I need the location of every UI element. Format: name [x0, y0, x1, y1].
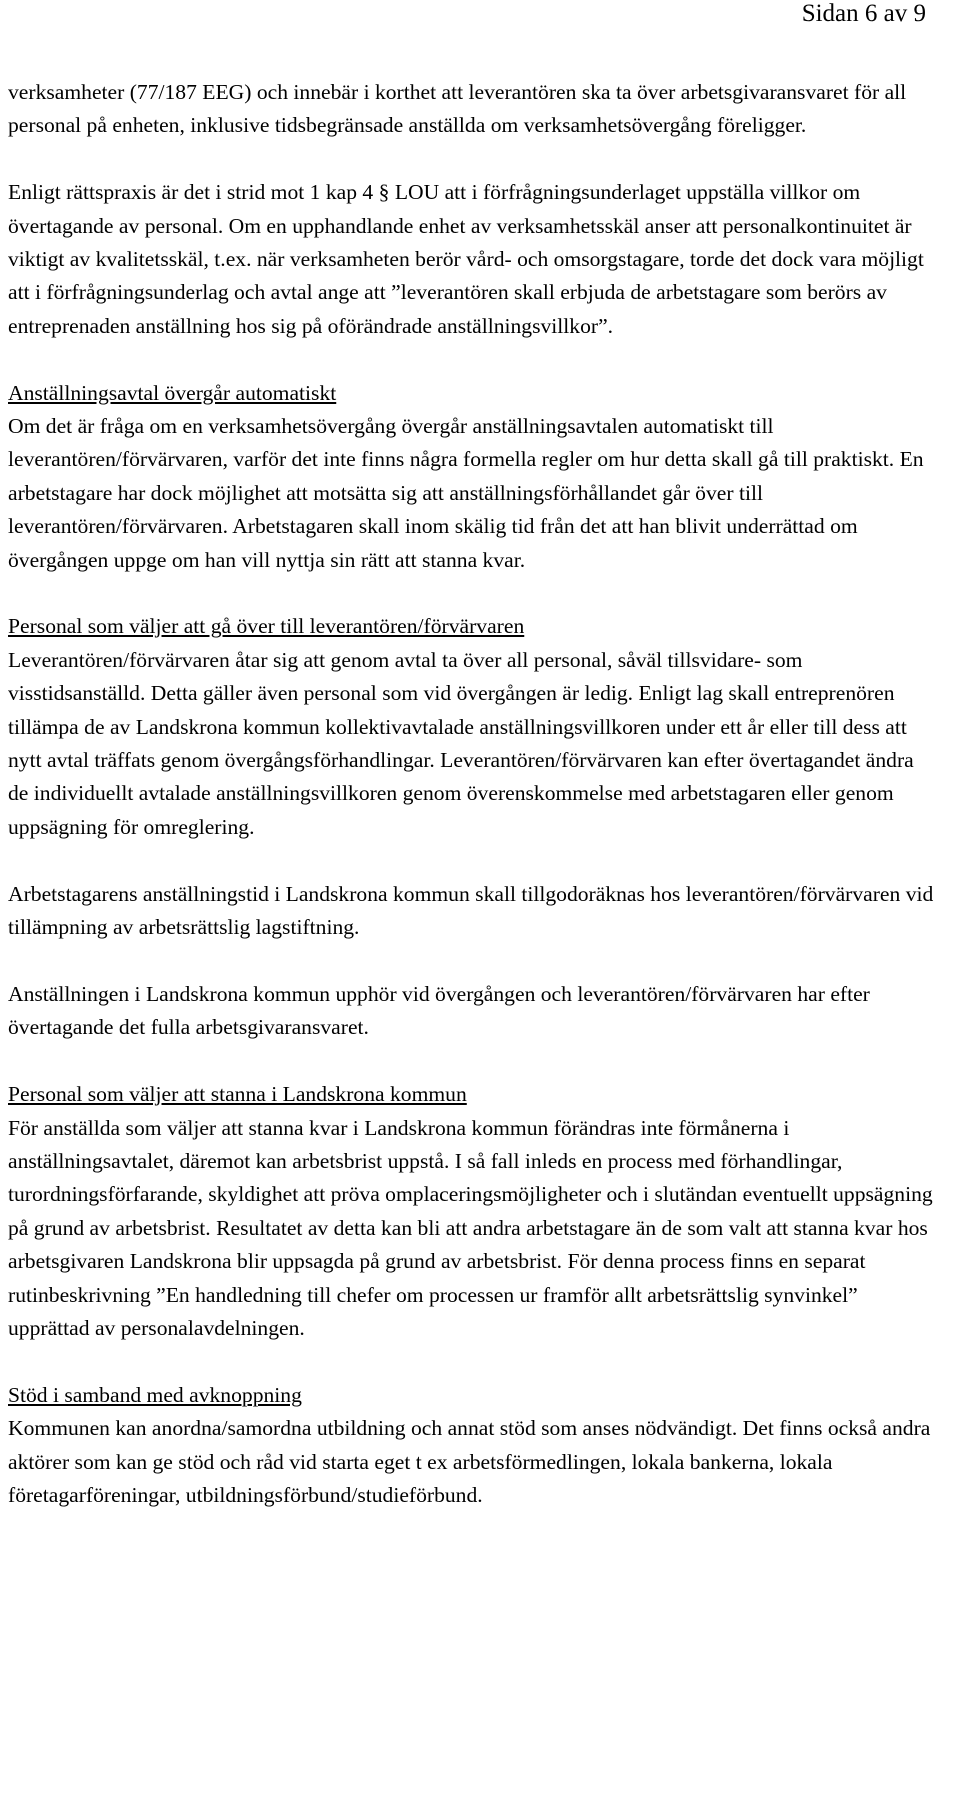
- paragraph: Om det är fråga om en verksamhetsövergång övergår anställningsavtalen automatiskt till leverantören/förvärvaren, varför det inte finns några formella regler om hur detta skall gå till praktiskt. En arbetstagare har dock möjlighet att motsätta sig att anställningsförhållandet går över till leverantören/förvärvaren. Arbetstagaren skall inom skälig tid från det att han blivit underrättad om övergången uppge om han vill nyttja sin rätt att stanna kvar.: [8, 414, 924, 572]
- paragraph-gap: [8, 844, 938, 877]
- paragraph: För anställda som väljer att stanna kvar i Landskrona kommun förändras inte förmånerna i anställningsavtalet, däremot kan arbetsbrist uppstå. I så fall inleds en process med förhandlingar, turordningsförfarande, skyldighet att pröva omplaceringsmöjligheter och i slutändan eventuellt uppsägning på grund av arbetsbrist. Resultatet av detta kan bli att andra arbetstagare än de som valt att stanna kvar hos arbetsgivaren Landskrona blir uppsagda på grund av arbetsbrist. För denna process finns en separat rutinbeskrivning ”En handledning till chefer om processen ur framför allt arbetsrättslig synvinkel” upprättad av personalavdelningen.: [8, 1115, 933, 1340]
- paragraph: Anställningen i Landskrona kommun upphör vid övergången och leverantören/förvärvaren har efter övertagande det fulla arbetsgivaransvaret.: [8, 981, 870, 1040]
- paragraph: Kommunen kan anordna/samordna utbildning och annat stöd som anses nödvändigt. Det finns också andra aktörer som kan ge stöd och råd vid starta eget t ex arbetsförmedlingen, lokala bankerna, lokala företagarföreningar, utbildningsförbund/studieförbund.: [8, 1416, 931, 1507]
- paragraph: Leverantören/förvärvaren åtar sig att genom avtal ta över all personal, såväl tillsvidare- som visstidsanställd. Detta gäller även personal som vid övergången är ledig. Enligt lag skall entreprenören tillämpa de av Landskrona kommun kollektivavtalade anställningsvillkoren under ett år eller till dess att nytt avtal träffats genom övergångsförhandlingar. Leverantören/förvärvaren kan efter övertagandet ändra de individuellt avtalade anställningsvillkoren genom överenskommelse med arbetstagaren eller genom uppsägning för omreglering.: [8, 647, 914, 839]
- paragraph: verksamheter (77/187 EEG) och innebär i korthet att leverantören ska ta över arbetsgivaransvaret för all personal på enheten, inklusive tidsbegränsade anställda om verksamhetsövergång föreligger.: [8, 80, 907, 138]
- section-heading: Anställningsavtal övergår automatiskt: [8, 380, 337, 405]
- paragraph-gap: [8, 343, 938, 376]
- paragraph: Enligt rättspraxis är det i strid mot 1 kap 4 § LOU att i förfrågningsunderlaget uppställa villkor om övertagande av personal. Om en upphandlande enhet av verksamhetsskäl anser att personalkontinuitet är viktigt av kvalitetsskäl, t.ex. när verksamheten berör vård- och omsorgstagare, torde det dock vara möjligt att i förfrågningsunderlag och avtal ange att ”leverantören skall erbjuda de arbetstagare som berörs av entreprenaden anställning hos sig på oförändrade anställningsvillkor”.: [8, 180, 924, 338]
- section-heading: Personal som väljer att stanna i Landskrona kommun: [8, 1082, 467, 1107]
- section-heading: Stöd i samband med avknoppning: [8, 1382, 302, 1407]
- document-body: [8, 76, 938, 1512]
- paragraph-gap: [8, 1345, 938, 1378]
- section-heading: Personal som väljer att gå över till leverantören/förvärvaren: [8, 614, 525, 639]
- page-number: Sidan 6 av 9: [801, 0, 926, 27]
- paragraph-gap: [8, 577, 938, 610]
- paragraph: Arbetstagarens anställningstid i Landskrona kommun skall tillgodoräknas hos leverantören/förvärvaren vid tillämpning av arbetsrättslig lagstiftning.: [8, 881, 934, 940]
- paragraph-gap: [8, 143, 938, 176]
- paragraph-gap: [8, 1045, 938, 1078]
- paragraph-gap: [8, 945, 938, 978]
